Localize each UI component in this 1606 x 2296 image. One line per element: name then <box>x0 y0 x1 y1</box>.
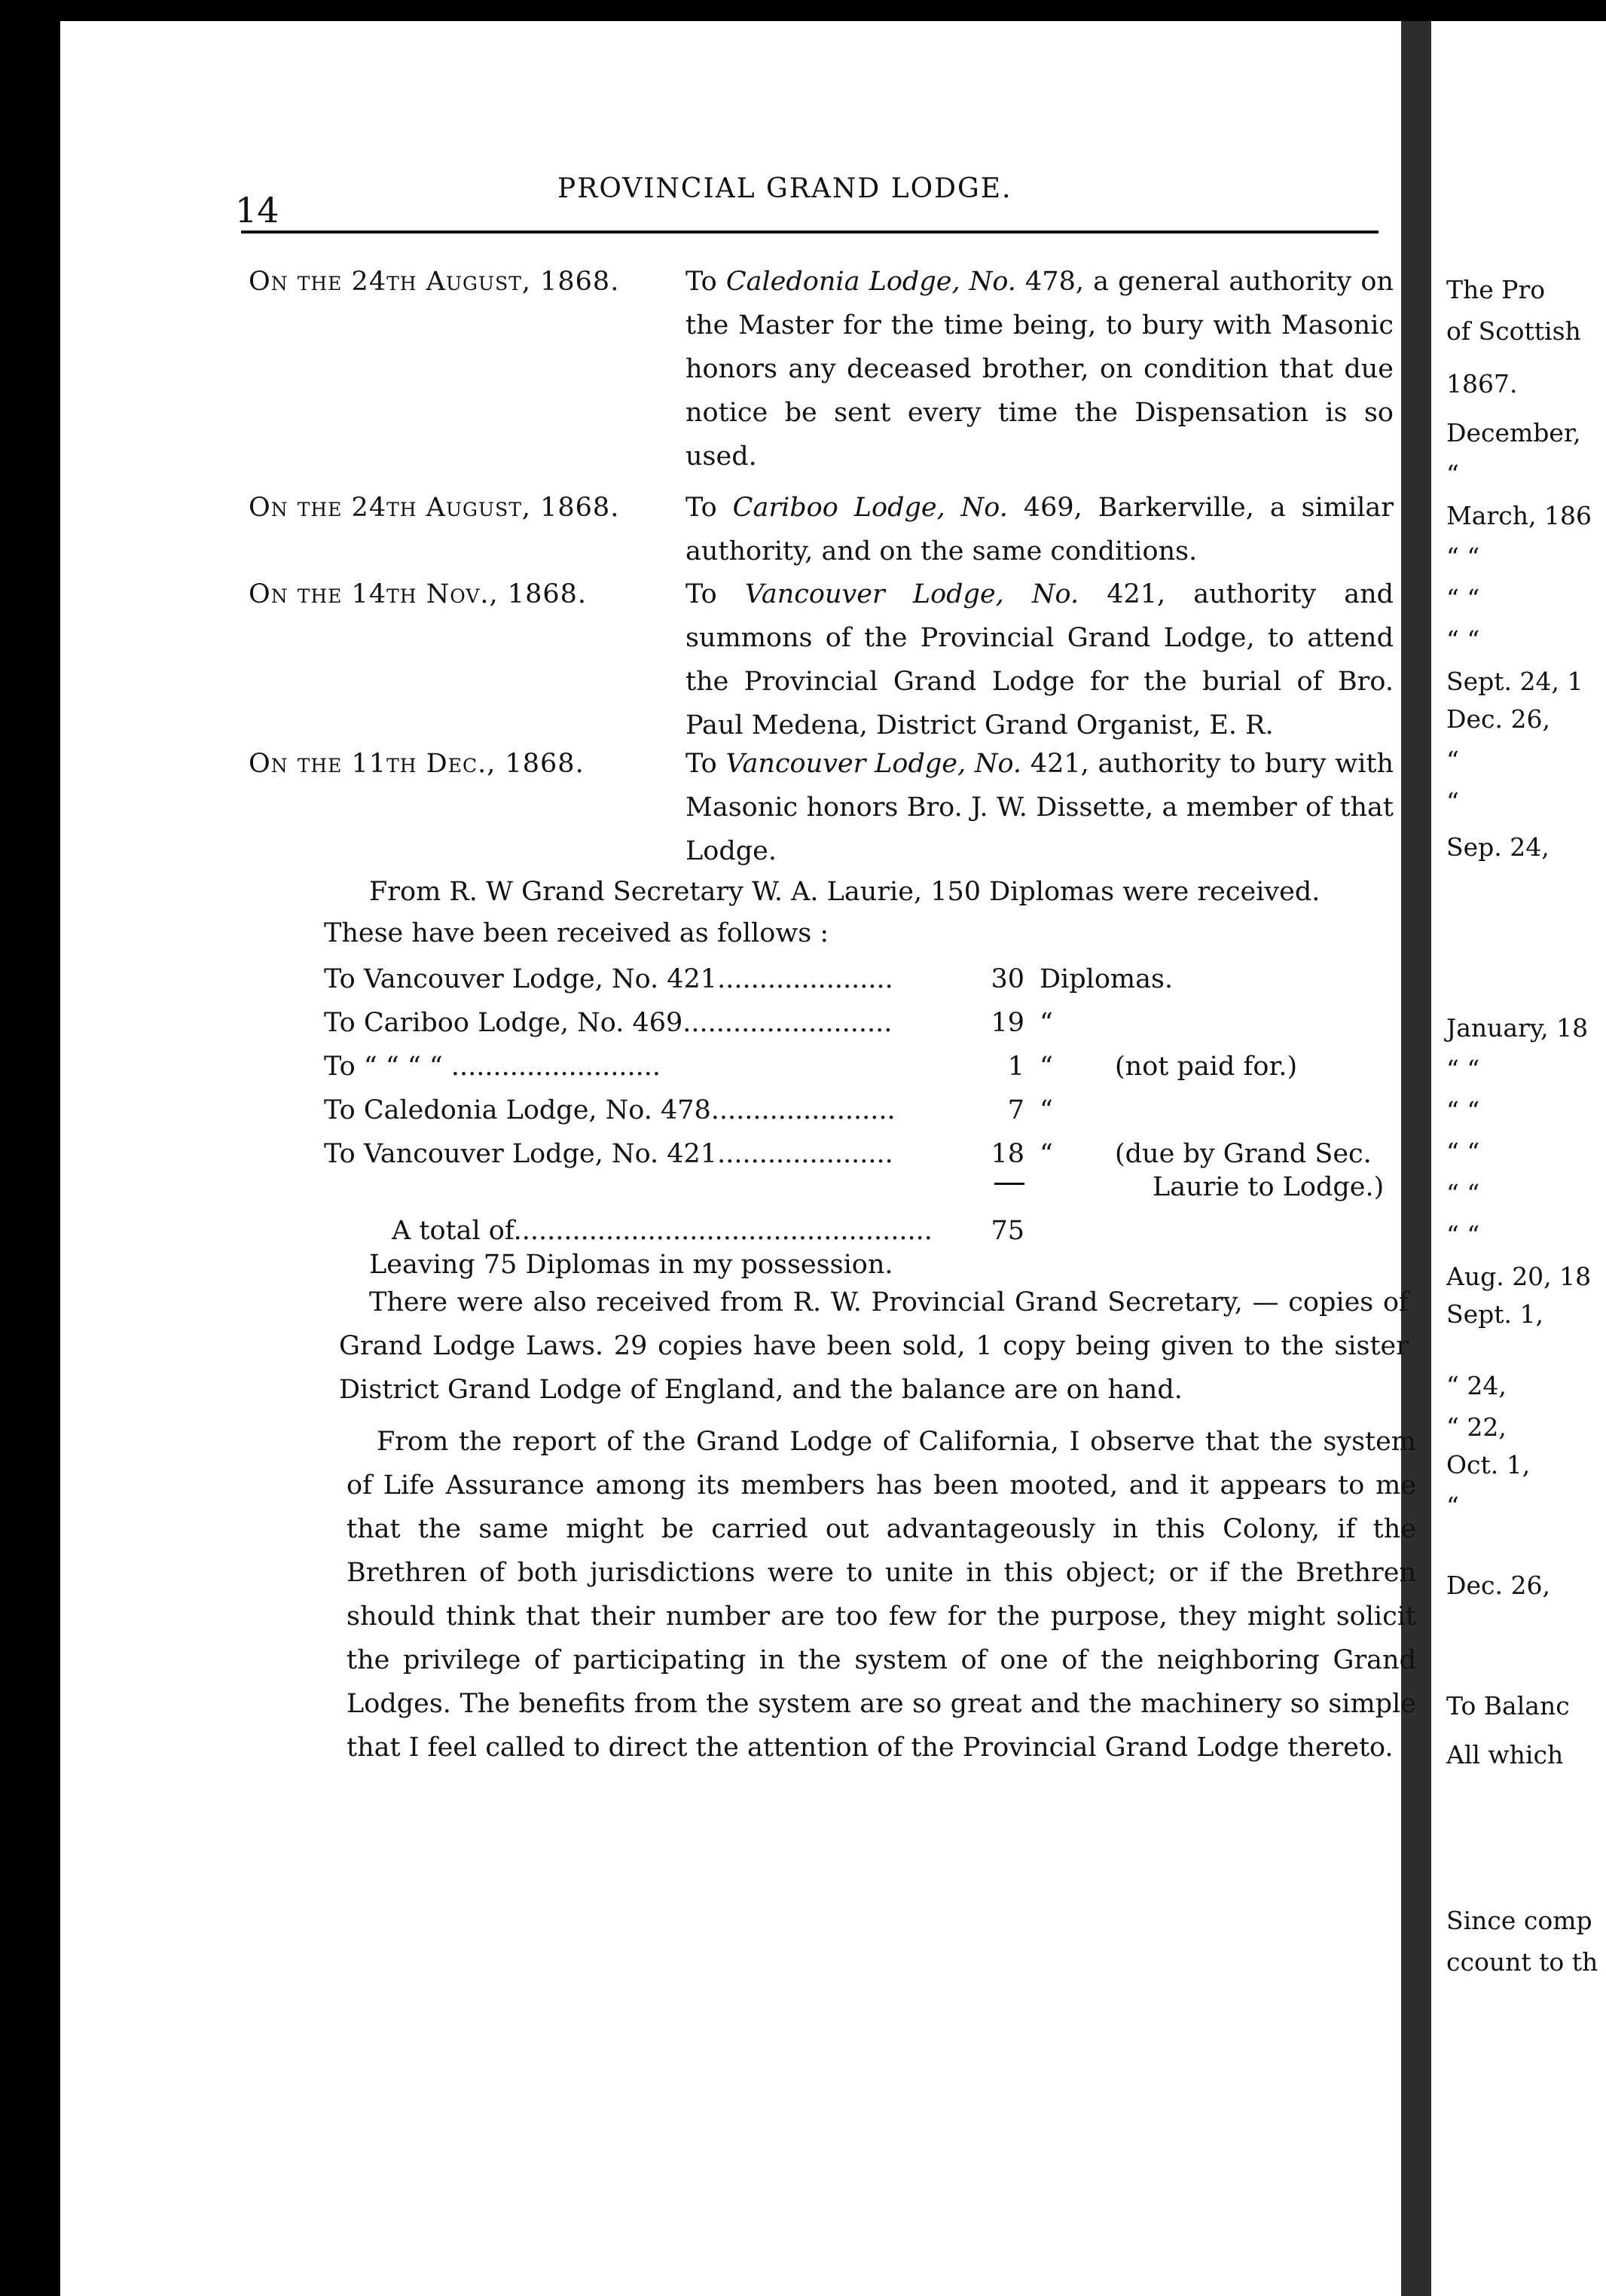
lodge-name: Caledonia Lodge, No. <box>725 267 1016 297</box>
facing-page-line: “ “ <box>1446 542 1480 572</box>
header-rule <box>241 231 1379 234</box>
sum-rule <box>994 1183 1024 1185</box>
row-qty: 18 <box>991 1139 1024 1169</box>
row-label: To Vancouver Lodge, No. 421..................... <box>324 964 893 994</box>
facing-page <box>1431 21 1606 2296</box>
facing-page-line: “ “ <box>1446 1096 1480 1125</box>
row-label: To Cariboo Lodge, No. 469......................... <box>324 1008 893 1038</box>
total-label: A total of.................................................. <box>392 1216 933 1246</box>
row-label: To Caledonia Lodge, No. 478...................... <box>324 1095 896 1125</box>
lodge-name: Vancouver Lodge, No. <box>744 579 1079 609</box>
facing-page-line: “ 22, <box>1446 1412 1507 1442</box>
facing-page-line: Sept. 1, <box>1446 1299 1543 1329</box>
row-note: (due by Grand Sec. <box>1115 1139 1372 1169</box>
row-qty: 7 <box>1007 1095 1024 1125</box>
facing-page-line: of Scottish <box>1446 316 1581 346</box>
facing-page-line: “ <box>1446 1491 1459 1521</box>
row-unit: Diplomas. <box>1040 964 1174 994</box>
table-row <box>324 964 1409 1008</box>
facing-page-line: Dec. 26, <box>1446 704 1550 734</box>
facing-page-line: “ <box>1446 787 1459 817</box>
entry-text: To Vancouver Lodge, No. 421, authority to bury with Masonic honors Bro. J. W. Dissette, a member of that Lodge. <box>685 749 1394 866</box>
row-note: Laurie to Lodge.) <box>1153 1172 1385 1202</box>
running-title: PROVINCIAL GRAND LODGE. <box>557 173 1012 204</box>
leaving-line: Leaving 75 Diplomas in my possession. <box>369 1250 893 1280</box>
lodge-name: Cariboo Lodge, No. <box>732 493 1008 523</box>
facing-page-line: Oct. 1, <box>1446 1450 1531 1479</box>
table-row <box>324 1095 1409 1139</box>
facing-page-line: “ “ <box>1446 1055 1480 1084</box>
row-label: To “ “ “ “ ......................... <box>324 1052 661 1082</box>
facing-page-line: Sept. 24, 1 <box>1446 667 1583 696</box>
facing-page-line: “ <box>1446 746 1459 775</box>
table-row <box>324 1052 1409 1095</box>
diplomas-table <box>324 964 1409 1259</box>
entry-date: On the 11th Dec., 1868. <box>249 749 585 779</box>
laws-paragraph: There were also received from R. W. Provincial Grand Secretary, — copies of Grand Lodge Laws. 29 copies have been sold, 1 copy being given to the sister District Grand Lodge of England, and the balance are on hand. <box>339 1287 1409 1405</box>
row-unit: “ <box>1040 1052 1053 1082</box>
facing-page-line: To Balanc <box>1446 1691 1570 1720</box>
table-row <box>324 1008 1409 1052</box>
entry-text: To Cariboo Lodge, No. 469, Barkerville, a similar authority, and on the same conditions. <box>685 493 1394 566</box>
facing-page-line: Aug. 20, 18 <box>1446 1262 1592 1291</box>
facing-page-line: “ “ <box>1446 1220 1480 1250</box>
row-unit: “ <box>1040 1139 1053 1169</box>
facing-page-line: All which <box>1446 1740 1564 1769</box>
facing-page-line: Sep. 24, <box>1446 832 1550 862</box>
facing-page-line: 1867. <box>1446 369 1518 398</box>
diplomas-intro-2: These have been received as follows : <box>324 918 829 948</box>
facing-page-line: The Pro <box>1446 275 1546 304</box>
diplomas-intro: From R. W Grand Secretary W. A. Laurie, 150 Diplomas were received. <box>369 877 1321 907</box>
row-unit: “ <box>1040 1008 1053 1038</box>
facing-page-line: “ “ <box>1446 625 1480 655</box>
facing-page-line: March, 186 <box>1446 501 1592 530</box>
total-value: 75 <box>991 1216 1024 1246</box>
facing-page-line: “ 24, <box>1446 1371 1507 1400</box>
facing-page-line: ccount to th <box>1446 1947 1598 1977</box>
row-label: To Vancouver Lodge, No. 421..................... <box>324 1139 893 1169</box>
row-qty: 1 <box>1007 1052 1024 1082</box>
assurance-paragraph: From the report of the Grand Lodge of California, I observe that the system of Life Assurance among its members has been mooted, and it appears to me that the same might be carried out advantageously in this Colony, if the Brethren of both jurisdictions were to unite in this object; or if the Brethren should think that their number are too few for the purpose, they might solicit the privilege of participating in the system of one of the neighboring Grand Lodges. The benefits from the system are so great and the machinery so simple that I feel called to direct the attention of the Provincial Grand Lodge thereto. <box>347 1427 1416 1763</box>
facing-page-line: “ “ <box>1446 1179 1480 1208</box>
facing-page-line: Dec. 26, <box>1446 1571 1550 1600</box>
facing-page-line: January, 18 <box>1446 1013 1589 1043</box>
entry-text: To Caledonia Lodge, No. 478, a general authority on the Master for the time being, to bury with Masonic honors any deceased brother, on condition that due notice be sent every time the Dispensation is so used. <box>685 267 1394 472</box>
facing-page-line: Since comp <box>1446 1906 1592 1935</box>
entry-date: On the 14th Nov., 1868. <box>249 579 587 609</box>
row-note: (not paid for.) <box>1115 1052 1298 1082</box>
page-header <box>0 173 1606 231</box>
row-qty: 30 <box>991 964 1024 994</box>
facing-page-line: December, <box>1446 418 1581 447</box>
lodge-name: Vancouver Lodge, No. <box>725 749 1022 779</box>
facing-page-line: “ <box>1446 460 1459 489</box>
facing-page-line: “ “ <box>1446 1137 1480 1167</box>
entry-date: On the 24th August, 1868. <box>249 493 620 523</box>
entry-date: On the 24th August, 1868. <box>249 267 620 297</box>
row-qty: 19 <box>991 1008 1024 1038</box>
entry-text: To Vancouver Lodge, No. 421, authority and summons of the Provincial Grand Lodge, to attend the Provincial Grand Lodge for the burial of Bro. Paul Medena, District Grand Organist, E. R. <box>685 579 1394 740</box>
facing-page-line: “ “ <box>1446 584 1480 613</box>
table-row <box>324 1172 1409 1216</box>
page-number: 14 <box>235 190 279 231</box>
row-unit: “ <box>1040 1095 1053 1125</box>
